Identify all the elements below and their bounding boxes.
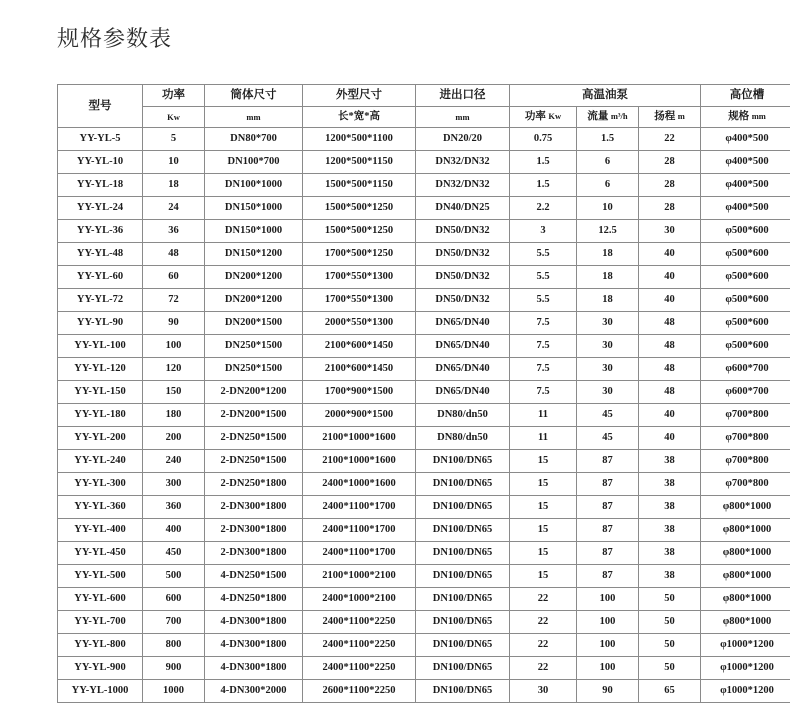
table-row bbox=[58, 128, 790, 151]
cell-inout-diameter: DN65/DN40 bbox=[416, 312, 510, 335]
table-row bbox=[58, 450, 790, 473]
header-pump-head bbox=[639, 107, 701, 128]
table-row bbox=[58, 266, 790, 289]
cell-model: YY-YL-5 bbox=[58, 128, 143, 151]
cell-pump-flow: 100 bbox=[577, 588, 639, 611]
cell-inout-diameter: DN50/DN32 bbox=[416, 289, 510, 312]
cell-model: YY-YL-100 bbox=[58, 335, 143, 358]
header-barrel-size-unit bbox=[205, 107, 303, 128]
table-row bbox=[58, 519, 790, 542]
cell-model: YY-YL-24 bbox=[58, 197, 143, 220]
cell-model: YY-YL-10 bbox=[58, 151, 143, 174]
cell-outline-size: 2100*600*1450 bbox=[303, 358, 416, 381]
cell-power: 360 bbox=[143, 496, 205, 519]
cell-tank-spec: φ400*500 bbox=[701, 197, 790, 220]
cell-pump-power: 15 bbox=[510, 542, 577, 565]
cell-barrel-size: 2-DN200*1500 bbox=[205, 404, 303, 427]
cell-pump-head: 40 bbox=[639, 243, 701, 266]
cell-pump-flow: 30 bbox=[577, 358, 639, 381]
cell-pump-power: 15 bbox=[510, 450, 577, 473]
pump-flow-label: 流量 bbox=[587, 111, 608, 122]
cell-power: 240 bbox=[143, 450, 205, 473]
cell-model: YY-YL-700 bbox=[58, 611, 143, 634]
cell-pump-flow: 18 bbox=[577, 266, 639, 289]
cell-pump-power: 15 bbox=[510, 496, 577, 519]
cell-pump-head: 38 bbox=[639, 473, 701, 496]
cell-barrel-size: DN200*1200 bbox=[205, 289, 303, 312]
cell-pump-power: 30 bbox=[510, 680, 577, 703]
cell-inout-diameter: DN100/DN65 bbox=[416, 680, 510, 703]
cell-tank-spec: φ700*800 bbox=[701, 473, 790, 496]
cell-barrel-size: 2-DN250*1500 bbox=[205, 450, 303, 473]
cell-pump-flow: 45 bbox=[577, 404, 639, 427]
cell-pump-power: 3 bbox=[510, 220, 577, 243]
table-row bbox=[58, 473, 790, 496]
header-pump-power bbox=[510, 107, 577, 128]
cell-model: YY-YL-450 bbox=[58, 542, 143, 565]
cell-barrel-size: 2-DN300*1800 bbox=[205, 496, 303, 519]
cell-pump-power: 11 bbox=[510, 404, 577, 427]
cell-power: 120 bbox=[143, 358, 205, 381]
cell-pump-power: 5.5 bbox=[510, 289, 577, 312]
table-row bbox=[58, 496, 790, 519]
table-row bbox=[58, 358, 790, 381]
cell-tank-spec: φ1000*1200 bbox=[701, 680, 790, 703]
tank-spec-label: 规格 bbox=[728, 111, 749, 122]
cell-power: 400 bbox=[143, 519, 205, 542]
table-row bbox=[58, 404, 790, 427]
table-row bbox=[58, 197, 790, 220]
cell-inout-diameter: DN20/20 bbox=[416, 128, 510, 151]
cell-model: YY-YL-400 bbox=[58, 519, 143, 542]
cell-barrel-size: DN150*1000 bbox=[205, 197, 303, 220]
cell-power: 1000 bbox=[143, 680, 205, 703]
cell-tank-spec: φ600*700 bbox=[701, 358, 790, 381]
barrel-unit-label: mm bbox=[246, 112, 260, 122]
cell-pump-head: 38 bbox=[639, 542, 701, 565]
cell-inout-diameter: DN32/DN32 bbox=[416, 151, 510, 174]
table-row bbox=[58, 542, 790, 565]
cell-tank-spec: φ800*1000 bbox=[701, 565, 790, 588]
cell-outline-size: 1200*500*1100 bbox=[303, 128, 416, 151]
cell-inout-diameter: DN100/DN65 bbox=[416, 565, 510, 588]
cell-pump-flow: 30 bbox=[577, 312, 639, 335]
cell-power: 72 bbox=[143, 289, 205, 312]
header-row-units bbox=[58, 107, 790, 128]
cell-model: YY-YL-36 bbox=[58, 220, 143, 243]
cell-pump-flow: 10 bbox=[577, 197, 639, 220]
cell-model: YY-YL-120 bbox=[58, 358, 143, 381]
cell-barrel-size: DN200*1500 bbox=[205, 312, 303, 335]
cell-inout-diameter: DN80/dn50 bbox=[416, 404, 510, 427]
cell-outline-size: 1700*500*1250 bbox=[303, 243, 416, 266]
cell-outline-size: 2400*1100*2250 bbox=[303, 634, 416, 657]
cell-outline-size: 2100*1000*1600 bbox=[303, 450, 416, 473]
cell-barrel-size: 4-DN250*1500 bbox=[205, 565, 303, 588]
cell-tank-spec: φ400*500 bbox=[701, 128, 790, 151]
cell-outline-size: 2000*550*1300 bbox=[303, 312, 416, 335]
table-row bbox=[58, 565, 790, 588]
cell-model: YY-YL-48 bbox=[58, 243, 143, 266]
cell-model: YY-YL-360 bbox=[58, 496, 143, 519]
cell-outline-size: 1500*500*1250 bbox=[303, 220, 416, 243]
cell-barrel-size: 2-DN200*1200 bbox=[205, 381, 303, 404]
cell-model: YY-YL-300 bbox=[58, 473, 143, 496]
cell-outline-size: 2600*1100*2250 bbox=[303, 680, 416, 703]
table-header bbox=[58, 85, 790, 128]
cell-tank-spec: φ500*600 bbox=[701, 335, 790, 358]
cell-model: YY-YL-1000 bbox=[58, 680, 143, 703]
cell-pump-flow: 87 bbox=[577, 473, 639, 496]
table-row bbox=[58, 427, 790, 450]
cell-power: 300 bbox=[143, 473, 205, 496]
header-row-main bbox=[58, 85, 790, 107]
cell-pump-head: 48 bbox=[639, 312, 701, 335]
header-model: 型号 bbox=[58, 85, 143, 128]
cell-barrel-size: DN150*1000 bbox=[205, 220, 303, 243]
cell-pump-flow: 100 bbox=[577, 657, 639, 680]
cell-inout-diameter: DN100/DN65 bbox=[416, 588, 510, 611]
table-row bbox=[58, 289, 790, 312]
cell-model: YY-YL-800 bbox=[58, 634, 143, 657]
cell-model: YY-YL-500 bbox=[58, 565, 143, 588]
cell-tank-spec: φ800*1000 bbox=[701, 519, 790, 542]
pump-head-unit: m bbox=[678, 111, 685, 121]
cell-outline-size: 1500*500*1250 bbox=[303, 197, 416, 220]
cell-power: 600 bbox=[143, 588, 205, 611]
cell-tank-spec: φ800*1000 bbox=[701, 542, 790, 565]
cell-pump-flow: 45 bbox=[577, 427, 639, 450]
cell-inout-diameter: DN32/DN32 bbox=[416, 174, 510, 197]
cell-inout-diameter: DN100/DN65 bbox=[416, 542, 510, 565]
cell-power: 18 bbox=[143, 174, 205, 197]
table-row bbox=[58, 335, 790, 358]
cell-barrel-size: 2-DN300*1800 bbox=[205, 519, 303, 542]
cell-pump-flow: 87 bbox=[577, 542, 639, 565]
pump-head-label: 扬程 bbox=[654, 111, 675, 122]
cell-outline-size: 2400*1100*2250 bbox=[303, 611, 416, 634]
cell-inout-diameter: DN100/DN65 bbox=[416, 657, 510, 680]
cell-pump-head: 65 bbox=[639, 680, 701, 703]
cell-pump-flow: 87 bbox=[577, 496, 639, 519]
cell-barrel-size: DN100*1000 bbox=[205, 174, 303, 197]
cell-pump-head: 48 bbox=[639, 335, 701, 358]
cell-outline-size: 1200*500*1150 bbox=[303, 151, 416, 174]
cell-outline-size: 1500*500*1150 bbox=[303, 174, 416, 197]
cell-pump-power: 22 bbox=[510, 611, 577, 634]
cell-model: YY-YL-240 bbox=[58, 450, 143, 473]
cell-pump-flow: 87 bbox=[577, 450, 639, 473]
table-row bbox=[58, 680, 790, 703]
cell-pump-power: 7.5 bbox=[510, 358, 577, 381]
cell-tank-spec: φ800*1000 bbox=[701, 611, 790, 634]
cell-tank-spec: φ500*600 bbox=[701, 312, 790, 335]
cell-barrel-size: 2-DN250*1800 bbox=[205, 473, 303, 496]
cell-model: YY-YL-600 bbox=[58, 588, 143, 611]
cell-inout-diameter: DN100/DN65 bbox=[416, 473, 510, 496]
cell-power: 150 bbox=[143, 381, 205, 404]
cell-tank-spec: φ1000*1200 bbox=[701, 634, 790, 657]
cell-outline-size: 2400*1100*1700 bbox=[303, 496, 416, 519]
cell-outline-size: 1700*550*1300 bbox=[303, 289, 416, 312]
cell-outline-size: 2100*600*1450 bbox=[303, 335, 416, 358]
header-inout-diameter: 进出口径 bbox=[416, 85, 510, 107]
cell-pump-head: 22 bbox=[639, 128, 701, 151]
cell-pump-flow: 87 bbox=[577, 519, 639, 542]
cell-power: 450 bbox=[143, 542, 205, 565]
cell-pump-head: 50 bbox=[639, 657, 701, 680]
cell-pump-head: 50 bbox=[639, 611, 701, 634]
cell-tank-spec: φ800*1000 bbox=[701, 496, 790, 519]
cell-inout-diameter: DN100/DN65 bbox=[416, 519, 510, 542]
header-outline-size-unit bbox=[303, 107, 416, 128]
table-body bbox=[58, 128, 790, 703]
inout-unit-label: mm bbox=[455, 112, 469, 122]
cell-pump-power: 7.5 bbox=[510, 381, 577, 404]
cell-tank-spec: φ500*600 bbox=[701, 266, 790, 289]
cell-pump-flow: 30 bbox=[577, 335, 639, 358]
table-row bbox=[58, 381, 790, 404]
cell-tank-spec: φ500*600 bbox=[701, 220, 790, 243]
cell-model: YY-YL-72 bbox=[58, 289, 143, 312]
cell-model: YY-YL-18 bbox=[58, 174, 143, 197]
cell-barrel-size: 4-DN250*1800 bbox=[205, 588, 303, 611]
cell-pump-flow: 12.5 bbox=[577, 220, 639, 243]
cell-tank-spec: φ1000*1200 bbox=[701, 657, 790, 680]
cell-pump-head: 40 bbox=[639, 427, 701, 450]
cell-model: YY-YL-900 bbox=[58, 657, 143, 680]
cell-power: 800 bbox=[143, 634, 205, 657]
table-row bbox=[58, 588, 790, 611]
cell-barrel-size: 4-DN300*1800 bbox=[205, 657, 303, 680]
header-tank-spec bbox=[701, 107, 790, 128]
cell-tank-spec: φ500*600 bbox=[701, 289, 790, 312]
cell-pump-power: 7.5 bbox=[510, 312, 577, 335]
cell-power: 100 bbox=[143, 335, 205, 358]
cell-outline-size: 2400*1100*1700 bbox=[303, 519, 416, 542]
cell-pump-head: 28 bbox=[639, 174, 701, 197]
cell-pump-flow: 90 bbox=[577, 680, 639, 703]
cell-inout-diameter: DN100/DN65 bbox=[416, 611, 510, 634]
cell-pump-head: 50 bbox=[639, 634, 701, 657]
pump-power-label: 功率 bbox=[525, 111, 546, 122]
cell-pump-flow: 1.5 bbox=[577, 128, 639, 151]
cell-pump-power: 15 bbox=[510, 565, 577, 588]
cell-pump-head: 28 bbox=[639, 151, 701, 174]
header-pump-flow bbox=[577, 107, 639, 128]
cell-barrel-size: DN200*1200 bbox=[205, 266, 303, 289]
cell-inout-diameter: DN40/DN25 bbox=[416, 197, 510, 220]
cell-outline-size: 1700*900*1500 bbox=[303, 381, 416, 404]
cell-tank-spec: φ600*700 bbox=[701, 381, 790, 404]
table-row bbox=[58, 151, 790, 174]
cell-outline-size: 2400*1100*1700 bbox=[303, 542, 416, 565]
cell-pump-power: 22 bbox=[510, 657, 577, 680]
cell-inout-diameter: DN50/DN32 bbox=[416, 243, 510, 266]
table-row bbox=[58, 312, 790, 335]
table-row bbox=[58, 634, 790, 657]
cell-pump-head: 40 bbox=[639, 404, 701, 427]
cell-pump-power: 1.5 bbox=[510, 174, 577, 197]
header-outline-size: 外型尺寸 bbox=[303, 85, 416, 107]
cell-model: YY-YL-60 bbox=[58, 266, 143, 289]
header-high-tank-group: 高位槽 bbox=[701, 85, 790, 107]
cell-model: YY-YL-180 bbox=[58, 404, 143, 427]
pump-flow-unit: m³/h bbox=[611, 111, 628, 121]
header-power: 功率 bbox=[143, 85, 205, 107]
cell-inout-diameter: DN80/dn50 bbox=[416, 427, 510, 450]
cell-inout-diameter: DN65/DN40 bbox=[416, 335, 510, 358]
power-unit-label: Kw bbox=[167, 112, 180, 122]
cell-pump-power: 15 bbox=[510, 519, 577, 542]
cell-barrel-size: DN100*700 bbox=[205, 151, 303, 174]
pump-power-unit: Kw bbox=[548, 111, 561, 121]
spec-table-container bbox=[57, 84, 733, 703]
cell-pump-head: 40 bbox=[639, 266, 701, 289]
page-title: 规格参数表 bbox=[57, 22, 172, 53]
cell-outline-size: 2400*1100*2250 bbox=[303, 657, 416, 680]
tank-spec-unit: mm bbox=[752, 111, 766, 121]
cell-outline-size: 2100*1000*2100 bbox=[303, 565, 416, 588]
cell-outline-size: 1700*550*1300 bbox=[303, 266, 416, 289]
cell-power: 10 bbox=[143, 151, 205, 174]
cell-power: 60 bbox=[143, 266, 205, 289]
cell-inout-diameter: DN100/DN65 bbox=[416, 450, 510, 473]
cell-outline-size: 2400*1000*2100 bbox=[303, 588, 416, 611]
cell-pump-head: 28 bbox=[639, 197, 701, 220]
cell-pump-head: 38 bbox=[639, 450, 701, 473]
cell-pump-head: 30 bbox=[639, 220, 701, 243]
cell-pump-head: 50 bbox=[639, 588, 701, 611]
cell-pump-power: 2.2 bbox=[510, 197, 577, 220]
cell-pump-power: 0.75 bbox=[510, 128, 577, 151]
cell-pump-power: 15 bbox=[510, 473, 577, 496]
cell-power: 48 bbox=[143, 243, 205, 266]
header-inout-diameter-unit bbox=[416, 107, 510, 128]
cell-pump-power: 7.5 bbox=[510, 335, 577, 358]
cell-barrel-size: DN250*1500 bbox=[205, 358, 303, 381]
cell-pump-flow: 6 bbox=[577, 174, 639, 197]
cell-pump-head: 48 bbox=[639, 358, 701, 381]
cell-tank-spec: φ500*600 bbox=[701, 243, 790, 266]
cell-pump-flow: 18 bbox=[577, 289, 639, 312]
cell-inout-diameter: DN100/DN65 bbox=[416, 634, 510, 657]
cell-power: 900 bbox=[143, 657, 205, 680]
cell-power: 700 bbox=[143, 611, 205, 634]
cell-pump-flow: 30 bbox=[577, 381, 639, 404]
cell-tank-spec: φ700*800 bbox=[701, 404, 790, 427]
cell-pump-power: 5.5 bbox=[510, 266, 577, 289]
header-power-unit bbox=[143, 107, 205, 128]
cell-outline-size: 2400*1000*1600 bbox=[303, 473, 416, 496]
cell-pump-head: 38 bbox=[639, 496, 701, 519]
cell-power: 90 bbox=[143, 312, 205, 335]
cell-barrel-size: 4-DN300*1800 bbox=[205, 634, 303, 657]
cell-pump-power: 11 bbox=[510, 427, 577, 450]
cell-outline-size: 2000*900*1500 bbox=[303, 404, 416, 427]
table-row bbox=[58, 220, 790, 243]
cell-power: 500 bbox=[143, 565, 205, 588]
cell-tank-spec: φ400*500 bbox=[701, 151, 790, 174]
cell-outline-size: 2100*1000*1600 bbox=[303, 427, 416, 450]
cell-power: 5 bbox=[143, 128, 205, 151]
cell-pump-power: 1.5 bbox=[510, 151, 577, 174]
cell-pump-head: 38 bbox=[639, 519, 701, 542]
cell-inout-diameter: DN100/DN65 bbox=[416, 496, 510, 519]
cell-model: YY-YL-90 bbox=[58, 312, 143, 335]
cell-model: YY-YL-200 bbox=[58, 427, 143, 450]
cell-pump-power: 22 bbox=[510, 634, 577, 657]
table-row bbox=[58, 611, 790, 634]
cell-power: 180 bbox=[143, 404, 205, 427]
cell-tank-spec: φ800*1000 bbox=[701, 588, 790, 611]
cell-pump-flow: 100 bbox=[577, 634, 639, 657]
cell-inout-diameter: DN50/DN32 bbox=[416, 266, 510, 289]
table-row bbox=[58, 657, 790, 680]
outline-unit-label: 长*宽*高 bbox=[338, 111, 380, 122]
cell-power: 36 bbox=[143, 220, 205, 243]
specification-table bbox=[57, 84, 790, 703]
cell-pump-head: 38 bbox=[639, 565, 701, 588]
cell-tank-spec: φ400*500 bbox=[701, 174, 790, 197]
cell-pump-head: 48 bbox=[639, 381, 701, 404]
cell-barrel-size: DN250*1500 bbox=[205, 335, 303, 358]
cell-inout-diameter: DN50/DN32 bbox=[416, 220, 510, 243]
cell-barrel-size: DN80*700 bbox=[205, 128, 303, 151]
cell-barrel-size: 2-DN300*1800 bbox=[205, 542, 303, 565]
cell-pump-power: 22 bbox=[510, 588, 577, 611]
cell-pump-flow: 6 bbox=[577, 151, 639, 174]
table-row bbox=[58, 243, 790, 266]
header-barrel-size: 筒体尺寸 bbox=[205, 85, 303, 107]
cell-pump-head: 40 bbox=[639, 289, 701, 312]
cell-inout-diameter: DN65/DN40 bbox=[416, 381, 510, 404]
cell-power: 24 bbox=[143, 197, 205, 220]
cell-tank-spec: φ700*800 bbox=[701, 427, 790, 450]
cell-pump-flow: 87 bbox=[577, 565, 639, 588]
cell-pump-power: 5.5 bbox=[510, 243, 577, 266]
cell-barrel-size: DN150*1200 bbox=[205, 243, 303, 266]
cell-power: 200 bbox=[143, 427, 205, 450]
table-row bbox=[58, 174, 790, 197]
cell-model: YY-YL-150 bbox=[58, 381, 143, 404]
cell-barrel-size: 4-DN300*2000 bbox=[205, 680, 303, 703]
cell-pump-flow: 100 bbox=[577, 611, 639, 634]
cell-tank-spec: φ700*800 bbox=[701, 450, 790, 473]
cell-barrel-size: 4-DN300*1800 bbox=[205, 611, 303, 634]
cell-pump-flow: 18 bbox=[577, 243, 639, 266]
cell-inout-diameter: DN65/DN40 bbox=[416, 358, 510, 381]
cell-barrel-size: 2-DN250*1500 bbox=[205, 427, 303, 450]
header-oil-pump-group: 高温油泵 bbox=[510, 85, 701, 107]
